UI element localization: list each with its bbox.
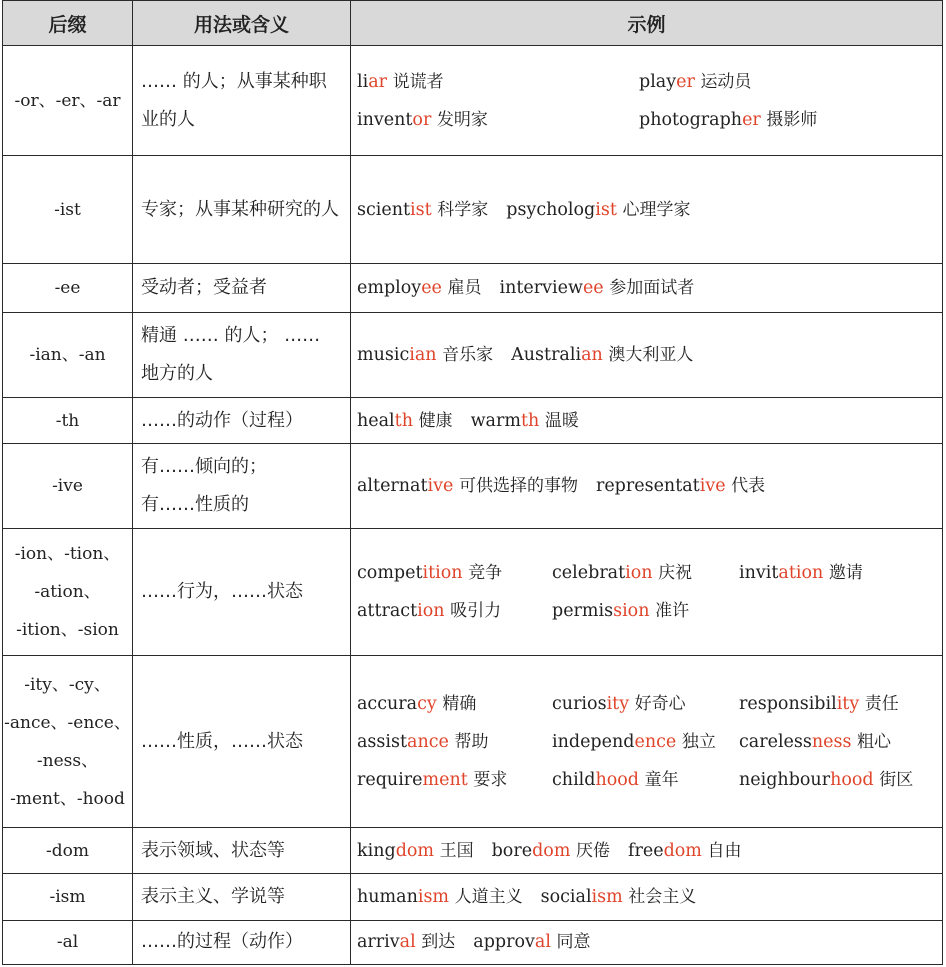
suffix-cell: -th — [3, 397, 133, 443]
example-hl: dom — [663, 840, 702, 861]
example-item — [357, 832, 474, 870]
usage-cell: 表示领域、状态等 — [133, 828, 351, 874]
suffix-cell: -ee — [3, 264, 133, 313]
example-hl: th — [394, 410, 413, 431]
suffix-cell: -al — [3, 920, 133, 964]
example-hl: ation — [778, 563, 824, 584]
example-hl: ive — [699, 476, 726, 497]
examples-cell — [351, 529, 943, 656]
example-pre: arriv — [357, 932, 400, 953]
example-hl: ism — [417, 887, 450, 908]
example-item — [552, 761, 739, 799]
suffix-cell: -ism — [3, 874, 133, 920]
example-item — [506, 191, 690, 229]
example-hl: an — [581, 344, 603, 365]
example-hl: ition — [422, 563, 463, 584]
example-hl: ism — [591, 887, 623, 908]
example-item — [471, 402, 579, 440]
table-row — [3, 264, 943, 313]
example-item — [639, 63, 751, 101]
example-pre: psycholog — [506, 199, 596, 220]
example-zh: 准许 — [655, 601, 690, 622]
header-usage: 用法或含义 — [133, 1, 351, 46]
usage-cell: ……的动作（过程） — [133, 397, 351, 443]
example-line — [357, 832, 942, 870]
usage-cell: ……行为，……状态 — [133, 529, 351, 656]
example-item — [739, 685, 899, 723]
example-zh: 童年 — [644, 769, 679, 790]
suffix-cell: -ian、-an — [3, 312, 133, 397]
example-pre: curios — [552, 693, 607, 714]
table-row — [3, 529, 943, 656]
example-hl: ian — [409, 344, 437, 365]
example-item — [473, 923, 590, 961]
example-item — [552, 685, 739, 723]
examples-cell — [351, 46, 943, 156]
example-item — [739, 554, 863, 592]
suffix-table — [2, 0, 943, 965]
example-line — [357, 923, 942, 961]
example-line — [357, 592, 942, 630]
example-zh: 同意 — [556, 932, 591, 953]
example-line — [357, 63, 942, 101]
example-pre: photograph — [639, 109, 743, 130]
header-suffix: 后缀 — [3, 1, 133, 46]
example-item — [541, 878, 697, 916]
example-pre: human — [357, 887, 418, 908]
usage-cell: 受动者；受益者 — [133, 264, 351, 313]
example-line — [357, 723, 942, 761]
example-pre: accura — [357, 693, 418, 714]
example-hl: ity — [606, 693, 630, 714]
examples-cell — [351, 874, 943, 920]
example-pre: require — [357, 769, 423, 790]
example-pre: compet — [357, 563, 423, 584]
example-zh: 健康 — [418, 410, 453, 431]
example-zh: 到达 — [421, 932, 456, 953]
example-item — [357, 101, 639, 139]
example-zh: 街区 — [879, 769, 914, 790]
examples-cell — [351, 920, 943, 964]
example-zh: 雇员 — [447, 278, 482, 299]
example-item — [357, 685, 552, 723]
example-item — [357, 269, 481, 307]
example-pre: celebrat — [552, 563, 626, 584]
usage-cell: 有……倾向的； 有……性质的 — [133, 444, 351, 529]
example-item — [357, 63, 639, 101]
example-zh: 要求 — [473, 769, 508, 790]
example-item — [552, 723, 739, 761]
example-zh: 摄影师 — [766, 109, 818, 130]
example-line — [357, 685, 942, 723]
example-pre: Australi — [511, 344, 582, 365]
example-zh: 厌倦 — [576, 840, 610, 861]
example-item — [552, 592, 739, 630]
example-hl: al — [399, 932, 416, 953]
example-line — [357, 101, 942, 139]
example-hl: ance — [407, 731, 449, 752]
example-pre: attract — [357, 601, 418, 622]
table-row — [3, 46, 943, 156]
example-hl: ity — [836, 693, 860, 714]
example-pre: free — [628, 840, 664, 861]
example-pre: employ — [357, 278, 422, 299]
examples-cell — [351, 264, 943, 313]
example-zh: 运动员 — [700, 71, 752, 92]
example-item — [357, 402, 453, 440]
suffix-cell: -ive — [3, 444, 133, 529]
usage-cell: ……的过程（动作） — [133, 920, 351, 964]
example-hl: sion — [613, 601, 650, 622]
example-zh: 澳大利亚人 — [608, 344, 694, 365]
example-pre: social — [540, 887, 592, 908]
suffix-cell: -dom — [3, 828, 133, 874]
example-line — [357, 402, 942, 440]
example-line — [357, 467, 942, 505]
example-hl: ee — [582, 278, 604, 299]
example-zh: 竞争 — [468, 563, 503, 584]
example-hl: al — [534, 932, 551, 953]
example-line — [357, 878, 942, 916]
example-pre: invit — [739, 563, 779, 584]
example-zh: 心理学家 — [622, 199, 691, 220]
example-hl: dom — [395, 840, 435, 861]
example-pre: scient — [357, 199, 411, 220]
example-line — [357, 761, 942, 799]
example-zh: 邀请 — [828, 563, 863, 584]
example-pre: independ — [552, 731, 635, 752]
example-pre: heal — [357, 410, 395, 431]
example-zh: 庆祝 — [658, 563, 693, 584]
example-pre: alternat — [357, 476, 428, 497]
example-zh: 音乐家 — [442, 344, 494, 365]
example-hl: er — [676, 71, 695, 92]
example-line — [357, 191, 942, 229]
example-item — [357, 554, 552, 592]
example-zh: 参加面试者 — [609, 278, 695, 299]
example-zh: 说谎者 — [392, 71, 444, 92]
example-item — [357, 923, 455, 961]
example-hl: ion — [625, 563, 653, 584]
example-hl: er — [742, 109, 761, 130]
usage-cell: …… 的人；从事某种职业的人 — [133, 46, 351, 156]
example-item — [639, 101, 817, 139]
example-hl: ment — [422, 769, 468, 790]
example-zh: 粗心 — [857, 731, 892, 752]
example-pre: neighbour — [739, 769, 831, 790]
example-hl: ist — [595, 199, 617, 220]
example-hl: ion — [417, 601, 445, 622]
example-pre: play — [639, 71, 677, 92]
usage-cell: 专家；从事某种研究的人 — [133, 156, 351, 264]
example-pre: careless — [739, 731, 812, 752]
example-item — [357, 336, 493, 374]
example-pre: invent — [357, 109, 413, 130]
example-zh: 可供选择的事物 — [458, 476, 578, 497]
examples-cell — [351, 828, 943, 874]
example-item — [511, 336, 693, 374]
example-pre: assist — [357, 731, 408, 752]
example-hl: ence — [634, 731, 677, 752]
table-row — [3, 920, 943, 964]
examples-cell — [351, 656, 943, 828]
examples-cell — [351, 397, 943, 443]
example-line — [357, 269, 942, 307]
table-row — [3, 828, 943, 874]
example-hl: hood — [595, 769, 640, 790]
example-hl: or — [412, 109, 432, 130]
example-item — [628, 832, 741, 870]
examples-cell — [351, 156, 943, 264]
suffix-cell: -ist — [3, 156, 133, 264]
example-zh: 好奇心 — [634, 693, 686, 714]
example-item — [492, 832, 610, 870]
example-zh: 责任 — [864, 693, 899, 714]
table-row — [3, 312, 943, 397]
example-hl: ive — [427, 476, 454, 497]
usage-cell: ……性质，……状态 — [133, 656, 351, 828]
example-hl: dom — [532, 840, 571, 861]
example-item — [357, 191, 488, 229]
suffix-cell: -ity、-cy、 -ance、-ence、 -ness、 -ment、-hood — [3, 656, 133, 828]
example-zh: 社会主义 — [628, 887, 697, 908]
example-item — [596, 467, 765, 505]
example-zh: 吸引力 — [450, 601, 502, 622]
table-row — [3, 656, 943, 828]
example-hl: ar — [368, 71, 388, 92]
example-pre: warm — [470, 410, 521, 431]
example-zh: 代表 — [731, 476, 766, 497]
examples-cell — [351, 312, 943, 397]
usage-cell: 表示主义、学说等 — [133, 874, 351, 920]
example-item — [357, 467, 578, 505]
example-hl: ness — [811, 731, 852, 752]
example-pre: child — [552, 769, 596, 790]
header-row — [3, 1, 943, 46]
example-item — [357, 592, 552, 630]
example-pre: bore — [491, 840, 533, 861]
example-pre: li — [357, 71, 369, 92]
suffix-cell: -or、-er、-ar — [3, 46, 133, 156]
example-pre: approv — [473, 932, 535, 953]
example-zh: 精确 — [442, 693, 477, 714]
example-line — [357, 554, 942, 592]
example-item — [357, 878, 523, 916]
table-row — [3, 397, 943, 443]
table-row — [3, 874, 943, 920]
example-zh: 独立 — [681, 731, 716, 752]
example-hl: th — [520, 410, 540, 431]
example-zh: 人道主义 — [454, 887, 523, 908]
examples-cell — [351, 444, 943, 529]
example-hl: ee — [421, 278, 442, 299]
example-pre: interview — [499, 278, 583, 299]
example-zh: 温暖 — [544, 410, 579, 431]
example-pre: representat — [595, 476, 700, 497]
header-examples: 示例 — [351, 1, 943, 46]
example-line — [357, 336, 942, 374]
example-hl: ist — [410, 199, 432, 220]
example-pre: responsibil — [739, 693, 837, 714]
example-hl: hood — [830, 769, 874, 790]
example-pre: permis — [552, 601, 614, 622]
usage-cell: 精通 …… 的人； …… 地方的人 — [133, 312, 351, 397]
example-zh: 科学家 — [437, 199, 489, 220]
example-pre: music — [357, 344, 410, 365]
example-item — [357, 723, 552, 761]
suffix-cell: -ion、-tion、 -ation、 -ition、-sion — [3, 529, 133, 656]
example-item — [499, 269, 694, 307]
example-hl: cy — [417, 693, 437, 714]
example-item — [739, 761, 913, 799]
table-row — [3, 444, 943, 529]
example-zh: 自由 — [707, 840, 742, 861]
example-item — [739, 723, 891, 761]
table-row — [3, 156, 943, 264]
example-item — [357, 761, 552, 799]
example-pre: king — [357, 840, 396, 861]
example-item — [552, 554, 739, 592]
example-zh: 王国 — [439, 840, 474, 861]
example-zh: 帮助 — [454, 731, 489, 752]
example-zh: 发明家 — [436, 109, 488, 130]
